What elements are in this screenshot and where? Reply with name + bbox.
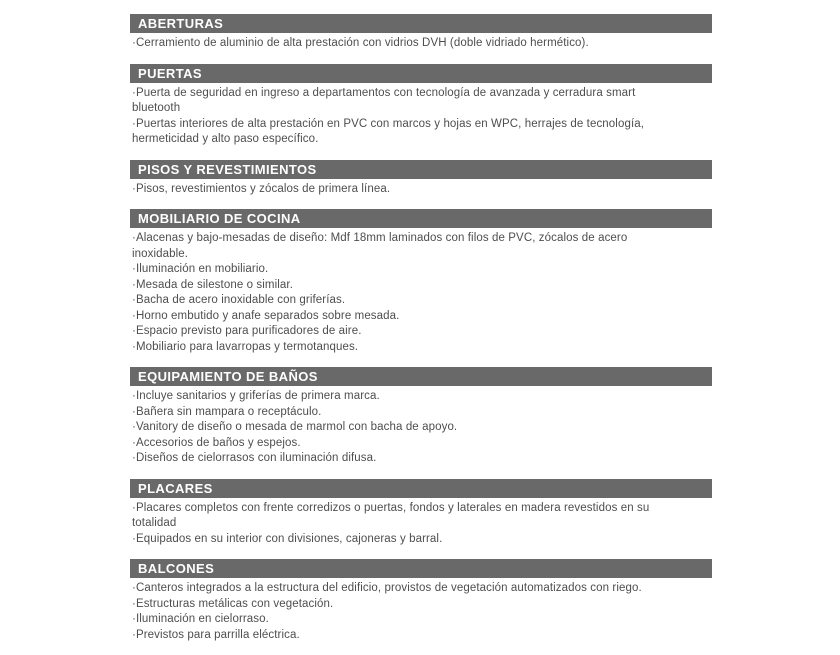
section-item-list — [130, 36, 682, 52]
section-item-list — [130, 501, 682, 548]
spec-item: · Bañera sin mampara o receptáculo. — [132, 405, 682, 421]
spec-item: · Vanitory de diseño o mesada de marmol con bacha de apoyo. — [132, 420, 682, 436]
spec-item: · Mesada de silestone o similar. — [132, 278, 682, 294]
spec-item: · Mobiliario para lavarropas y termotanques. — [132, 340, 682, 356]
spec-item: · Iluminación en mobiliario. — [132, 262, 682, 278]
section-title-bar — [130, 160, 712, 179]
spec-item: · Iluminación en cielorraso. — [132, 612, 682, 628]
section-title-bar — [130, 64, 712, 83]
spec-item: · Equipados en su interior con divisiones, cajoneras y barral. — [132, 532, 682, 548]
spec-section — [130, 14, 712, 52]
section-item-list — [130, 581, 682, 643]
section-item-list — [130, 86, 682, 148]
section-title-bar — [130, 14, 712, 33]
spec-section — [130, 160, 712, 198]
spec-item: · Puerta de seguridad en ingreso a departamentos con tecnología de avanzada y cerradura smart bluetooth — [132, 86, 682, 117]
section-title: PISOS Y REVESTIMIENTOS — [138, 161, 317, 177]
section-title: MOBILIARIO DE COCINA — [138, 211, 301, 226]
spec-section — [130, 64, 712, 148]
spec-item: · Incluye sanitarios y griferías de primera marca. — [132, 389, 682, 405]
section-title-bar — [130, 367, 712, 386]
section-item-list — [130, 389, 682, 467]
section-item-list — [130, 231, 682, 355]
spec-item: · Alacenas y bajo-mesadas de diseño: Mdf 18mm laminados con filos de PVC, zócalos de acero inoxidable. — [132, 231, 682, 262]
spec-section — [130, 479, 712, 548]
spec-item: · Cerramiento de aluminio de alta prestación con vidrios DVH (doble vidriado hermético). — [132, 36, 682, 52]
section-title-bar — [130, 209, 712, 228]
spec-item: · Diseños de cielorrasos con iluminación difusa. — [132, 451, 682, 467]
spec-item: · Bacha de acero inoxidable con griferías. — [132, 293, 682, 309]
spec-item: · Puertas interiores de alta prestación en PVC con marcos y hojas en WPC, herrajes de tecnología, hermeticidad y alto paso específico. — [132, 117, 682, 148]
spec-item: · Canteros integrados a la estructura del edificio, provistos de vegetación automatizados con riego. — [132, 581, 682, 597]
section-title: ABERTURAS — [138, 16, 224, 31]
spec-section — [130, 367, 712, 467]
section-title-bar — [130, 559, 712, 578]
section-title: PUERTAS — [138, 65, 202, 81]
section-title: BALCONES — [138, 561, 215, 576]
spec-item: · Previstos para parrilla eléctrica. — [132, 628, 682, 644]
spec-section — [130, 209, 712, 355]
section-title: PLACARES — [138, 480, 213, 496]
sections-container — [130, 14, 712, 655]
spec-item: · Placares completos con frente corredizos o puertas, fondos y laterales en madera revestidos en su totalidad — [132, 501, 682, 532]
spec-item: · Accesorios de baños y espejos. — [132, 436, 682, 452]
spec-section — [130, 559, 712, 643]
section-item-list — [130, 182, 682, 198]
spec-item: · Espacio previsto para purificadores de aire. — [132, 324, 682, 340]
section-title: EQUIPAMIENTO DE BAÑOS — [138, 369, 318, 384]
spec-item: · Horno embutido y anafe separados sobre mesada. — [132, 309, 682, 325]
spec-item: · Estructuras metálicas con vegetación. — [132, 597, 682, 613]
section-title-bar — [130, 479, 712, 498]
spec-item: · Pisos, revestimientos y zócalos de primera línea. — [132, 182, 682, 198]
